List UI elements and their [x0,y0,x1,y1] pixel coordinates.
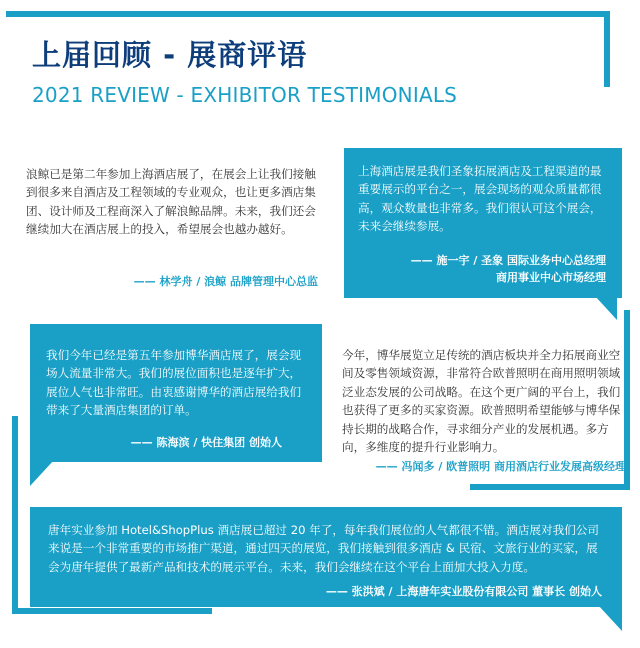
testimonial-text: 我们今年已经是第五年参加博华酒店展了，展会现场人流量非常大。我们的展位面积也是逐年扩大，展位人气也非常旺。由衷感谢博华的酒店展给我们带来了大量酒店集团的订单。 [46,348,302,418]
testimonial-signature: —— 冯闻多 / 欧普照明 商用酒店行业发展高级经理 [375,460,626,473]
signature-line: —— 施一宇 / 圣象 国际业务中心总经理 [410,254,606,267]
bracket-frame [470,310,630,490]
testimonial-signature: —— 张洪斌 / 上海唐年实业股份有限公司 董事长 创始人 [325,585,602,598]
page-subtitle: 2021 REVIEW - EXHIBITOR TESTIMONIALS [32,83,458,107]
testimonial-signature [411,252,606,286]
testimonial-shengxiang-box [344,148,622,298]
testimonial-text: 上海酒店展是我们圣象拓展酒店及工程渠道的最重要展示的平台之一，展会现场的观众质量都很高，观众数量也非常多。我们很认可这个展会，未来会继续参展。 [358,164,602,234]
testimonial-tangnian [30,507,622,607]
testimonial-text: 今年，博华展览立足传统的酒店板块并全力拓展商业空间及零售领域资源，非常符合欧普照明在商用照明领域泛业态发展的公司战略。在这个更广阔的平台上，我们也获得了更多的买家资源。欧普照明希望能够与博华保持长期的战略合作，寻求细分产业的发展机遇。多方向，多维度的提升行业影响力。 [342,348,621,455]
testimonial-langjing [26,165,318,295]
testimonial-signature: —— 林学舟 / 浪鲸 品牌管理中心总监 [133,275,318,288]
testimonial-signature: —— 陈海滨 / 快住集团 创始人 [130,436,282,449]
page-title: 上届回顾 - 展商评语 [32,38,308,72]
speech-tail-icon [598,605,622,631]
testimonial-text: 浪鲸已是第二年参加上海酒店展了，在展会上让我们接触到很多来自酒店及工程领域的专业观众，也让更多酒店集团、设计师及工程商深入了解浪鲸品牌。未来，我们还会继续加大在酒店展上的投入，希望展会也越办越好。 [26,167,316,237]
signature-line: 商用事业中心市场经理 [496,271,606,284]
testimonial-text: 唐年实业参加 Hotel&ShopPlus 酒店展已超过 20 年了，每年我们展位的人气都很不错。酒店展对我们公司来说是一个非常重要的市场推广渠道，通过四天的展览，我们接触到很多酒店 & 民宿、文旅行业的买家，展会为唐年提供了最新产品和技术的展示平台。未来，我们会继续在这个平台上面加大投入力度。 [48,523,599,574]
